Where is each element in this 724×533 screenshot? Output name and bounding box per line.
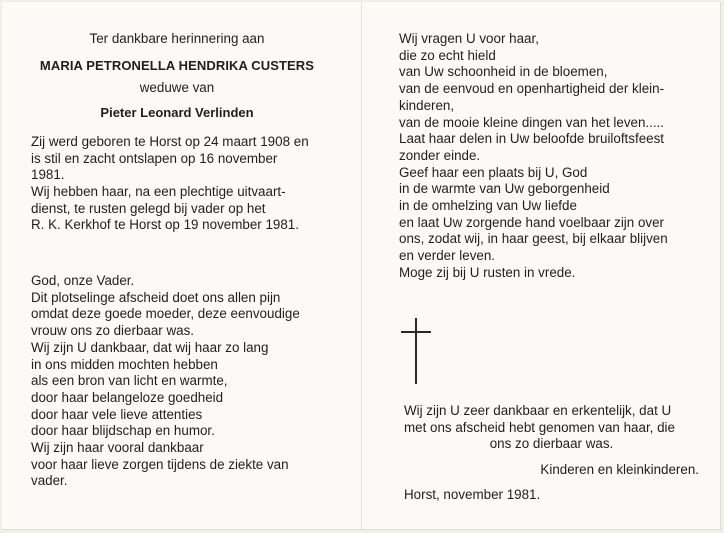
bio-line: Zij werd geboren te Horst op 24 maart 1908 en [31,133,309,149]
poem-line: vrouw ons zo dierbaar was. [31,323,194,339]
prayer-line: Wij vragen U voor haar, [399,31,539,46]
prayer-line: Moge zij bij U rusten in vrede. [399,264,576,280]
thanks-line: met ons afscheid hebt genomen van haar, die [404,419,675,435]
prayer-line: van de mooie kleine dingen van het leven..... [399,114,665,130]
poem-line: God, onze Vader. [31,273,135,289]
prayer-line: Laat haar delen in Uw beloofde bruiloftsfeest [399,131,665,147]
bio-line: dienst, te rusten gelegd bij vader op het [31,200,266,216]
card-fold-line [361,2,362,529]
biography-paragraph [31,134,323,234]
spouse-name: Pieter Leonard Verlinden [100,105,254,121]
poem-line: door haar belangeloze goedheid [31,389,224,405]
bio-line: Wij hebben haar, na een plechtige uitvaart- [31,183,286,199]
poem-line: omdat deze goede moeder, deze eenvoudige [31,306,300,322]
prayer-line: die zo echt hield [399,47,496,63]
prayer-line: kinderen, [399,97,455,113]
place-date-text: Horst, november 1981. [404,487,541,502]
thanks-paragraph [404,403,699,453]
deceased-name: MARIA PETRONELLA HENDRIKA CUSTERS [39,57,315,73]
cross-icon [401,318,431,384]
prayer-paragraph [399,31,701,282]
signers-text: Kinderen en kleinkinderen. [540,462,699,477]
poem-line: door haar blijdschap en humor. [31,423,215,439]
poem-line: Dit plotselinge afscheid doet ons allen pijn [31,289,281,305]
poem-line: voor haar lieve zorgen tijdens de ziekte van [31,456,289,472]
left-panel [31,31,323,490]
bio-line: 1981. [31,167,65,183]
widow-of-text: weduwe van [139,80,215,96]
bio-line: R. K. Kerkhof te Horst op 19 november 1981. [31,217,299,233]
prayer-line: en laat Uw zorgende hand voelbaar zijn over [399,214,665,230]
prayer-line: in de warmte van Uw geborgenheid [399,181,610,197]
prayer-line: in de omhelzing van Uw liefde [399,198,577,214]
prayer-line: zonder einde. [399,147,481,163]
poem-line: in ons midden mochten hebben [31,356,218,372]
right-panel [399,31,701,282]
cross-vertical-bar [415,318,417,384]
prayer-line: en verder leven. [399,248,496,264]
thanks-line: ons zo dierbaar was. [489,436,614,452]
prayer-line: van de eenvoud en openhartigheid der klein- [399,81,665,97]
poem-line: Wij zijn haar vooral dankbaar [31,440,204,456]
thanks-line: Wij zijn U zeer dankbaar en erkentelijk, dat U [404,403,672,418]
poem-line: als een bron van licht en warmte, [31,373,228,389]
poem-line: vader. [31,473,68,489]
intro-text: Ter dankbare herinnering aan [89,31,265,46]
poem-line: door haar vele lieve attenties [31,406,203,422]
poem-paragraph [31,273,323,490]
prayer-line: Geef haar een plaats bij U, God [399,164,588,180]
cross-horizontal-bar [401,331,431,333]
prayer-line: van Uw schoonheid in de bloemen, [399,64,608,80]
poem-line: Wij zijn U dankbaar, dat wij haar zo lang [31,339,269,355]
bio-line: is stil en zacht ontslapen op 16 november [31,150,278,166]
prayer-line: ons, zodat wij, in haar geest, bij elkaar blijven [399,231,668,247]
